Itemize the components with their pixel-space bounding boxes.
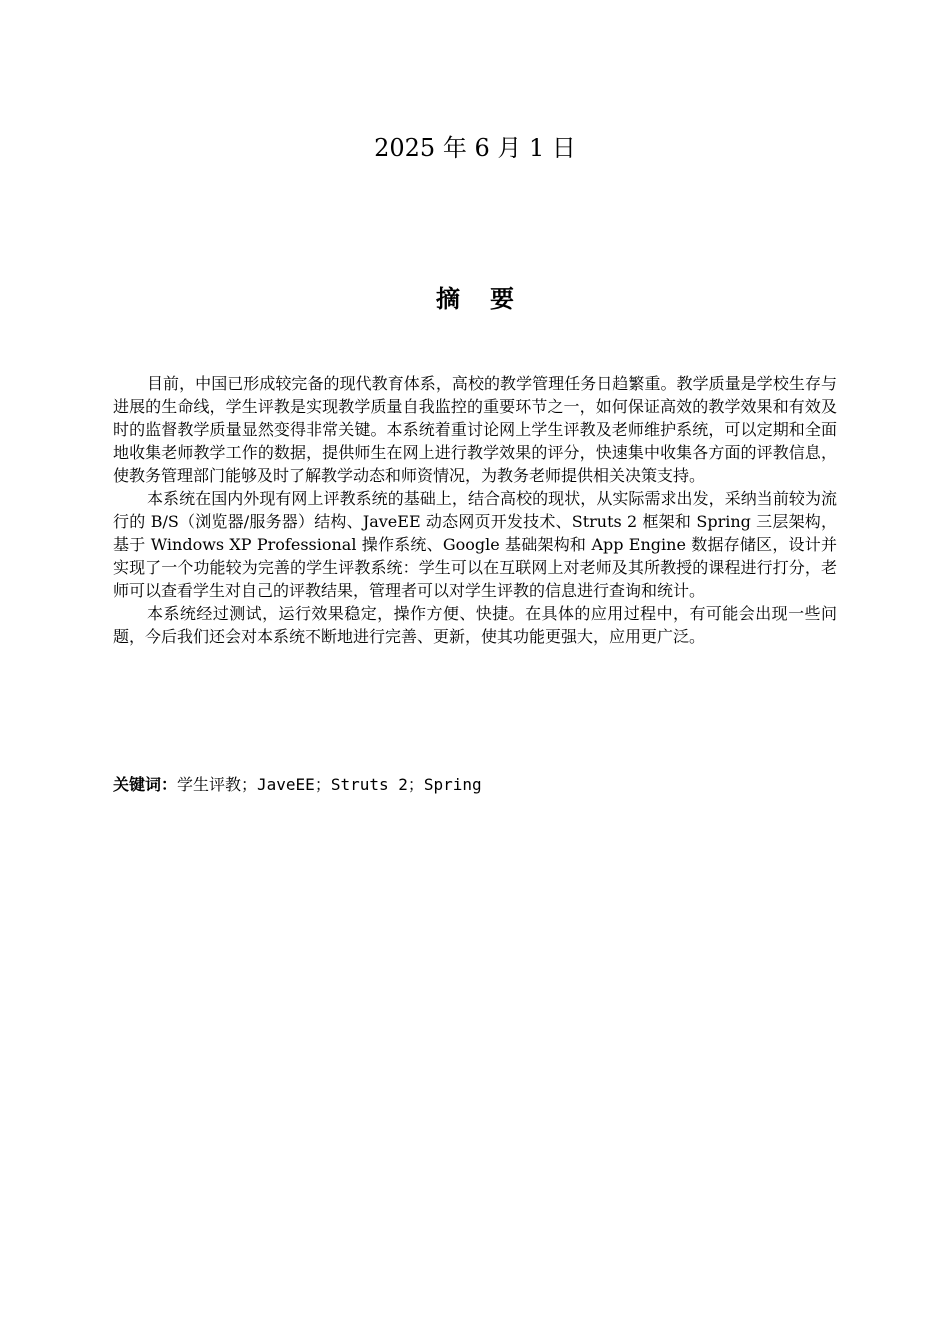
abstract-paragraph-1: 目前，中国已形成较完备的现代教育体系，高校的教学管理任务日趋繁重。教学质量是学校生存与进展的生命线，学生评教是实现教学质量自我监控的重要环节之一，如何保证高效的教学效果和有效及时的监督教学质量显然变得非常关键。本系统着重讨论网上学生评教及老师维护系统，可以定期和全面地收集老师教学工作的数据，提供师生在网上进行教学效果的评分，快速集中收集各方面的评教信息，使教务管理部门能够及时了解教学动态和师资情况，为教务老师提供相关决策支持。 xyxy=(113,374,837,485)
abstract-paragraph-3: 本系统经过测试，运行效果稳定，操作方便、快捷。在具体的应用过程中，有可能会出现一些问题，今后我们还会对本系统不断地进行完善、更新，使其功能更强大，应用更广泛。 xyxy=(113,604,837,646)
document-date: 2025 年 6 月 1 日 xyxy=(374,134,576,162)
keywords-label: 关键词： xyxy=(113,775,178,794)
abstract-body xyxy=(113,372,837,648)
keywords-text: 学生评教；JaveEE；Struts 2；Spring xyxy=(177,775,482,794)
abstract-heading: 摘要 xyxy=(436,284,544,313)
keywords-line xyxy=(113,773,837,796)
abstract-paragraph-2: 本系统在国内外现有网上评教系统的基础上，结合高校的现状，从实际需求出发，采纳当前较为流行的 B/S（浏览器/服务器）结构、JaveEE 动态网页开发技术、Struts 2 框架和 Spring 三层架构，基于 Windows XP Professional 操作系统、Google 基础架构和 App Engine 数据存储区，设计并实现了一个功能较为完善的学生评教系统：学生可以在互联网上对老师及其所教授的课程进行打分，老师可以查看学生对自己的评教结果，管理者可以对学生评教的信息进行查询和统计。 xyxy=(113,489,837,600)
